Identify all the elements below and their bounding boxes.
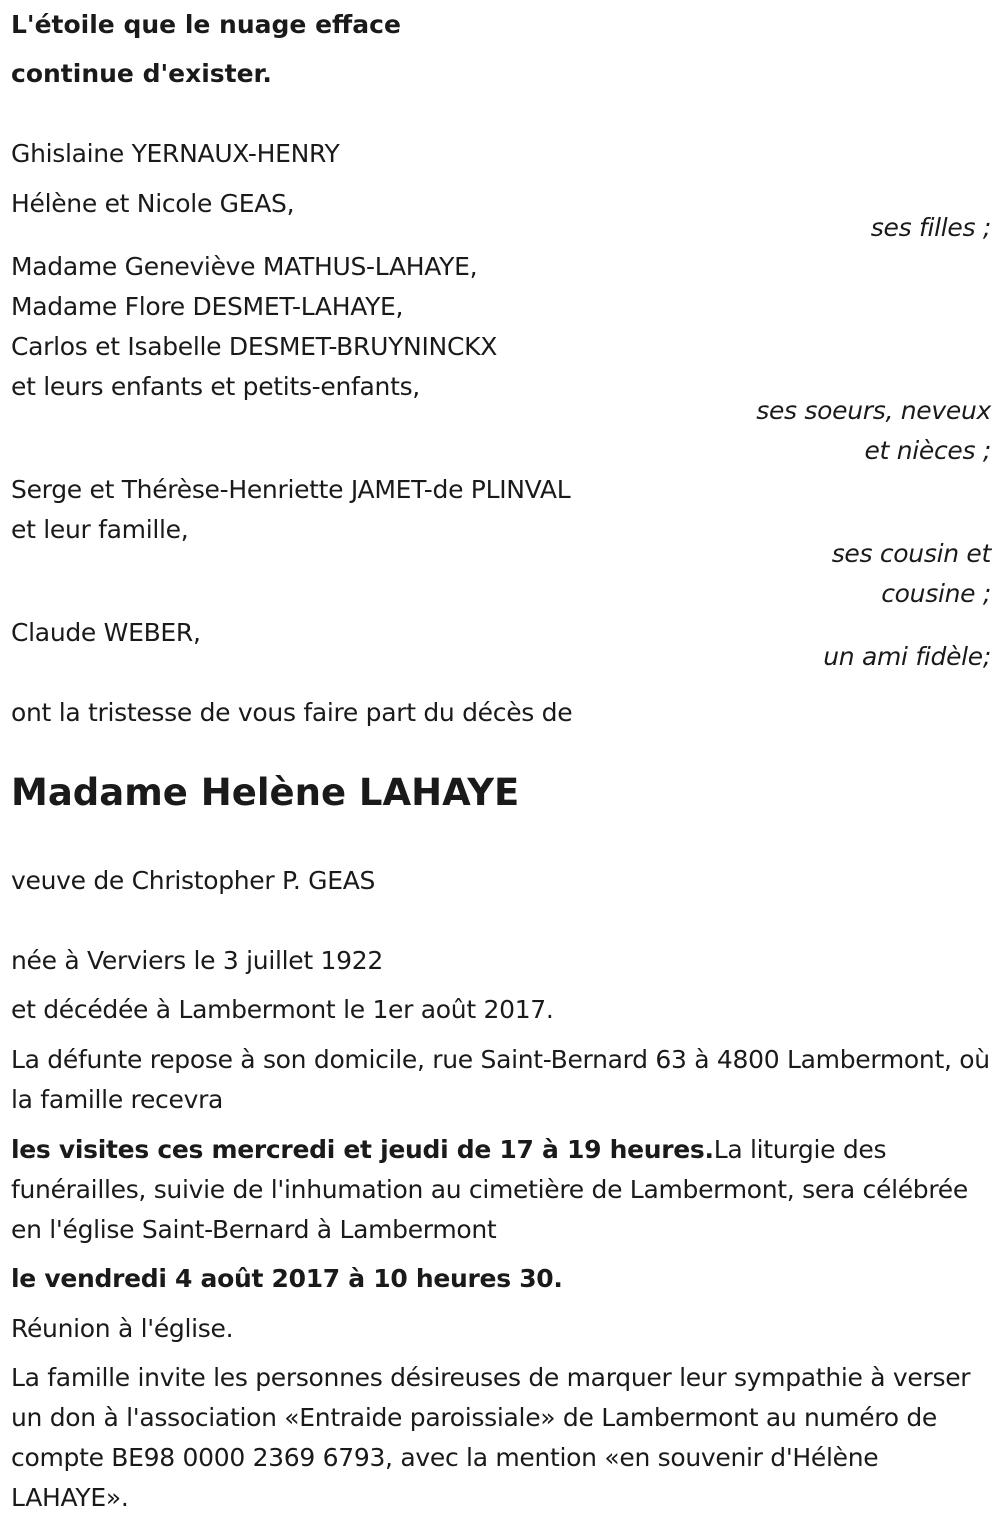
family-name-line: Ghislaine YERNAUX-HENRY xyxy=(11,139,340,168)
donation-paragraph: La famille invite les personnes désireuses de marquer leur sympathie à verser un don à l'association «Entraide paroissiale» de Lambermont au numéro de compte BE98 0000 2369 6793, avec la mention «en souvenir d'Hélène LAHAYE». xyxy=(11,1363,971,1512)
birth-text: née à Verviers le 3 juillet 1922 xyxy=(11,946,383,975)
relation-label: et nièces ; xyxy=(864,436,991,465)
family-name-line: et leurs enfants et petits-enfants, xyxy=(11,372,420,401)
deceased-name: Madame Helène LAHAYE xyxy=(11,771,520,814)
visits-paragraph xyxy=(11,1130,991,1250)
widow-of-text: veuve de Christopher P. GEAS xyxy=(11,866,376,895)
family-name-line: Serge et Thérèse-Henriette JAMET-de PLINVAL xyxy=(11,475,571,504)
funeral-date-text: le vendredi 4 août 2017 à 10 heures 30. xyxy=(11,1264,563,1293)
family-name-line: Claude WEBER, xyxy=(11,618,201,647)
repose-paragraph: La défunte repose à son domicile, rue Saint-Bernard 63 à 4800 Lambermont, où la famille recevra xyxy=(11,1045,990,1114)
epitaph-line-2: continue d'exister. xyxy=(11,59,272,88)
family-name-line: et leur famille, xyxy=(11,515,189,544)
announcement-text: ont la tristesse de vous faire part du décès de xyxy=(11,698,573,727)
family-name-line: Hélène et Nicole GEAS, xyxy=(11,189,295,218)
relation-label: ses filles ; xyxy=(870,213,991,242)
relation-label: ses cousin et xyxy=(831,539,991,568)
family-name-line: Carlos et Isabelle DESMET-BRUYNINCKX xyxy=(11,332,498,361)
family-name-line: Madame Geneviève MATHUS-LAHAYE, xyxy=(11,252,478,281)
relation-label: cousine ; xyxy=(881,579,991,608)
liturgy-text: La liturgie des funérailles, suivie de l'inhumation au cimetière de Lambermont, sera célébrée en l'église Saint-Bernard à Lambermont xyxy=(11,1135,968,1244)
visits-bold-text: les visites ces mercredi et jeudi de 17 à 19 heures. xyxy=(11,1135,714,1164)
epitaph-line-1: L'étoile que le nuage efface xyxy=(11,10,401,39)
relation-label: un ami fidèle; xyxy=(823,642,991,671)
relation-label: ses soeurs, neveux xyxy=(756,396,991,425)
death-text: et décédée à Lambermont le 1er août 2017. xyxy=(11,995,554,1024)
reunion-text: Réunion à l'église. xyxy=(11,1314,234,1343)
family-name-line: Madame Flore DESMET-LAHAYE, xyxy=(11,292,404,321)
